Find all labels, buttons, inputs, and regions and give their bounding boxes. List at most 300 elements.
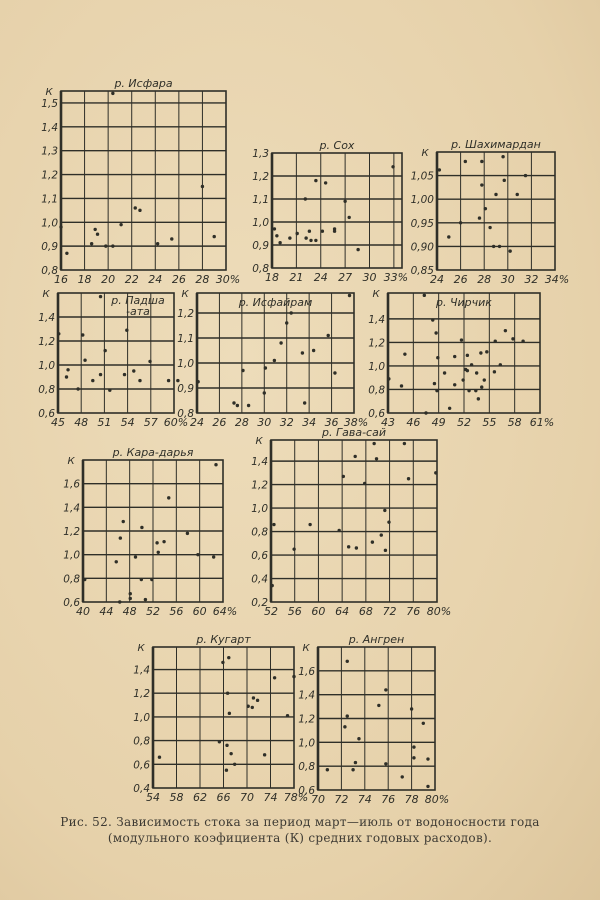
data-point bbox=[108, 389, 111, 392]
chart-panel-6 bbox=[368, 289, 554, 429]
x-tick-label: 68 bbox=[358, 605, 373, 618]
data-point bbox=[115, 560, 118, 563]
x-tick-label: 80% bbox=[424, 793, 450, 806]
data-point bbox=[466, 354, 469, 357]
data-point bbox=[123, 373, 126, 376]
data-point bbox=[225, 744, 228, 747]
y-tick-label: 1,5 bbox=[41, 97, 58, 110]
data-point bbox=[493, 370, 496, 373]
y-tick-label: 0,6 bbox=[368, 408, 385, 420]
data-point bbox=[138, 209, 141, 212]
x-tick-label: 60% bbox=[163, 416, 189, 429]
data-point bbox=[431, 318, 434, 321]
data-point bbox=[521, 340, 524, 343]
data-point bbox=[412, 745, 415, 748]
x-tick-label: 48 bbox=[74, 416, 89, 429]
x-tick-label: 33% bbox=[383, 271, 409, 284]
x-tick-label: 26 bbox=[453, 273, 468, 286]
data-point bbox=[327, 334, 330, 337]
data-point bbox=[228, 712, 231, 715]
y-axis-label: К bbox=[372, 289, 380, 300]
y-tick-label: 1,0 bbox=[368, 360, 385, 373]
y-tick-label: 1,0 bbox=[177, 358, 194, 370]
data-point bbox=[138, 379, 141, 382]
data-point bbox=[256, 699, 259, 702]
data-point bbox=[459, 221, 462, 224]
x-tick-label: 74 bbox=[357, 793, 372, 806]
x-tick-label: 52 bbox=[264, 605, 278, 618]
y-tick-label: 1,4 bbox=[63, 502, 80, 515]
data-point bbox=[76, 387, 79, 390]
data-point bbox=[122, 520, 125, 523]
y-tick-label: 1,4 bbox=[368, 313, 385, 326]
data-point bbox=[301, 351, 304, 354]
y-tick-label: 1,3 bbox=[41, 145, 58, 158]
x-tick-label: 46 bbox=[406, 416, 421, 429]
data-point bbox=[96, 233, 99, 236]
y-tick-label: 1,3 bbox=[252, 148, 269, 160]
data-point bbox=[504, 329, 507, 332]
data-point bbox=[485, 350, 488, 353]
data-point bbox=[403, 442, 406, 445]
y-tick-label: 1,4 bbox=[251, 456, 268, 469]
data-point bbox=[346, 714, 349, 717]
y-tick-label: 0,6 bbox=[298, 785, 315, 797]
data-point bbox=[434, 471, 437, 474]
chart-title: р. Шахимардан bbox=[451, 138, 541, 151]
data-point bbox=[285, 321, 288, 324]
data-point bbox=[176, 379, 179, 382]
x-tick-label: 18 bbox=[265, 271, 279, 284]
data-point bbox=[346, 660, 349, 663]
x-tick-label: 44 bbox=[99, 605, 114, 618]
plot-frame bbox=[271, 440, 437, 602]
data-point bbox=[292, 675, 295, 678]
data-point bbox=[312, 349, 315, 352]
data-point bbox=[384, 688, 387, 691]
x-tick-label: 70 bbox=[311, 793, 325, 806]
x-tick-label: 76 bbox=[406, 605, 421, 618]
data-point bbox=[387, 520, 390, 523]
data-point bbox=[508, 249, 511, 252]
data-point bbox=[229, 752, 232, 755]
data-point bbox=[384, 762, 387, 765]
x-tick-label: 57 bbox=[143, 416, 158, 429]
y-tick-label: 0,8 bbox=[63, 573, 80, 586]
data-point bbox=[212, 555, 215, 558]
x-tick-label: 78 bbox=[404, 793, 419, 806]
data-point bbox=[466, 369, 469, 372]
data-point bbox=[91, 379, 94, 382]
data-point bbox=[196, 553, 199, 556]
y-tick-label: 0,8 bbox=[177, 408, 194, 420]
data-point bbox=[83, 359, 86, 362]
y-tick-label: 0,95 bbox=[410, 217, 434, 230]
plot-frame bbox=[61, 91, 226, 270]
data-point bbox=[65, 252, 68, 255]
y-tick-label: 0,9 bbox=[177, 383, 194, 395]
x-tick-label: 34% bbox=[544, 273, 570, 286]
data-point bbox=[499, 363, 502, 366]
data-point bbox=[99, 295, 102, 298]
y-tick-label: 0,4 bbox=[251, 573, 268, 586]
data-point bbox=[104, 244, 107, 247]
data-point bbox=[387, 377, 390, 380]
x-tick-label: 26 bbox=[212, 416, 227, 429]
data-point bbox=[384, 549, 387, 552]
data-point bbox=[295, 232, 298, 235]
y-tick-label: 1,2 bbox=[368, 337, 385, 350]
data-point bbox=[155, 541, 158, 544]
data-point bbox=[275, 234, 278, 237]
data-point bbox=[225, 769, 228, 772]
data-point bbox=[156, 242, 159, 245]
y-tick-label: 1,0 bbox=[63, 549, 80, 562]
chart-title: р. Кугарт bbox=[196, 633, 251, 646]
data-point bbox=[511, 337, 514, 340]
x-tick-label: 76 bbox=[381, 793, 396, 806]
data-point bbox=[348, 294, 351, 297]
y-tick-label: 1,0 bbox=[133, 711, 150, 724]
data-point bbox=[186, 532, 189, 535]
x-tick-label: 22 bbox=[124, 273, 139, 286]
y-tick-label: 0,8 bbox=[251, 526, 268, 539]
y-tick-label: 1,2 bbox=[38, 336, 55, 348]
data-point bbox=[410, 707, 413, 710]
y-tick-label: 0,9 bbox=[41, 241, 58, 254]
data-point bbox=[214, 463, 217, 466]
data-point bbox=[134, 555, 137, 558]
x-tick-label: 61% bbox=[529, 416, 555, 429]
y-tick-label: 0,6 bbox=[251, 550, 268, 563]
x-tick-label: 30% bbox=[215, 273, 241, 286]
data-point bbox=[270, 584, 273, 587]
data-point bbox=[157, 551, 160, 554]
x-tick-label: 52 bbox=[146, 605, 160, 618]
x-tick-label: 52 bbox=[457, 416, 471, 429]
data-point bbox=[356, 248, 359, 251]
data-point bbox=[355, 546, 358, 549]
data-point bbox=[314, 179, 317, 182]
data-point bbox=[304, 197, 307, 200]
data-point bbox=[447, 235, 450, 238]
data-point bbox=[343, 725, 346, 728]
y-tick-label: 1,1 bbox=[41, 193, 58, 206]
x-tick-label: 27 bbox=[338, 271, 353, 284]
data-point bbox=[423, 294, 426, 297]
data-point bbox=[213, 235, 216, 238]
data-point bbox=[167, 496, 170, 499]
y-tick-label: 1,2 bbox=[177, 308, 194, 320]
data-point bbox=[464, 160, 467, 163]
data-point bbox=[342, 475, 345, 478]
x-tick-label: 54 bbox=[146, 791, 160, 804]
data-point bbox=[218, 740, 221, 743]
data-point bbox=[333, 230, 336, 233]
x-tick-label: 70 bbox=[240, 791, 254, 804]
data-point bbox=[273, 227, 276, 230]
data-point bbox=[140, 526, 143, 529]
data-point bbox=[516, 193, 519, 196]
data-point bbox=[377, 704, 380, 707]
data-point bbox=[232, 401, 235, 404]
x-tick-label: 24 bbox=[190, 416, 204, 429]
data-point bbox=[241, 369, 244, 372]
y-tick-label: 0,8 bbox=[38, 384, 55, 396]
chart-title: р. Падша -ата bbox=[111, 294, 165, 318]
y-tick-label: 1,4 bbox=[133, 664, 150, 677]
data-point bbox=[494, 340, 497, 343]
data-point bbox=[273, 359, 276, 362]
y-tick-label: 1,0 bbox=[251, 503, 268, 516]
y-tick-label: 0,8 bbox=[252, 263, 269, 275]
x-tick-label: 72 bbox=[334, 793, 349, 806]
chart-panel-9 bbox=[133, 633, 308, 804]
y-tick-label: 1,4 bbox=[298, 689, 315, 702]
data-point bbox=[380, 533, 383, 536]
data-point bbox=[279, 341, 282, 344]
data-point bbox=[247, 404, 250, 407]
data-point bbox=[140, 578, 143, 581]
y-tick-label: 1,6 bbox=[298, 665, 315, 678]
data-point bbox=[438, 168, 441, 171]
chart-panel-8 bbox=[251, 426, 451, 618]
y-tick-label: 1,2 bbox=[298, 713, 315, 726]
data-point bbox=[93, 228, 96, 231]
x-tick-label: 51 bbox=[97, 416, 112, 429]
data-point bbox=[264, 366, 267, 369]
data-point bbox=[401, 775, 404, 778]
data-point bbox=[81, 333, 84, 336]
x-tick-label: 74 bbox=[263, 791, 278, 804]
x-tick-label: 43 bbox=[381, 416, 395, 429]
caption-line-2: (модульного коэфициента (К) средних годовых расходов). bbox=[107, 831, 493, 845]
x-tick-label: 24 bbox=[313, 271, 328, 284]
data-point bbox=[304, 236, 307, 239]
data-point bbox=[503, 179, 506, 182]
x-tick-label: 45 bbox=[51, 416, 65, 429]
data-point bbox=[343, 200, 346, 203]
data-point bbox=[148, 360, 151, 363]
data-point bbox=[263, 391, 266, 394]
data-point bbox=[407, 477, 410, 480]
data-point bbox=[263, 753, 266, 756]
data-point bbox=[400, 384, 403, 387]
data-point bbox=[226, 692, 229, 695]
chart-panel-3 bbox=[411, 138, 570, 286]
data-point bbox=[303, 401, 306, 404]
y-tick-label: 1,2 bbox=[41, 169, 58, 182]
x-tick-label: 40 bbox=[76, 605, 90, 618]
data-point bbox=[477, 397, 480, 400]
data-point bbox=[460, 338, 463, 341]
data-point bbox=[167, 379, 170, 382]
data-point bbox=[436, 356, 439, 359]
data-point bbox=[351, 768, 354, 771]
x-tick-label: 55 bbox=[482, 416, 497, 429]
data-point bbox=[461, 378, 464, 381]
x-tick-label: 30 bbox=[362, 271, 377, 284]
data-point bbox=[99, 373, 102, 376]
y-tick-label: 0,4 bbox=[133, 783, 150, 795]
data-point bbox=[363, 482, 366, 485]
x-tick-label: 38% bbox=[343, 416, 369, 429]
data-point bbox=[475, 371, 478, 374]
data-point bbox=[480, 385, 483, 388]
data-point bbox=[443, 371, 446, 374]
data-point bbox=[375, 457, 378, 460]
data-point bbox=[111, 244, 114, 247]
data-point bbox=[474, 389, 477, 392]
data-point bbox=[488, 226, 491, 229]
data-point bbox=[65, 375, 68, 378]
data-point bbox=[412, 756, 415, 759]
x-tick-label: 32 bbox=[279, 416, 294, 429]
data-point bbox=[433, 382, 436, 385]
x-tick-label: 60 bbox=[311, 605, 326, 618]
y-tick-label: 1,0 bbox=[41, 217, 58, 230]
data-point bbox=[196, 380, 199, 383]
data-point bbox=[290, 311, 293, 314]
plot-frame bbox=[437, 152, 555, 270]
data-point bbox=[492, 245, 495, 248]
x-tick-label: 30 bbox=[500, 273, 515, 286]
y-tick-label: 0,6 bbox=[133, 759, 150, 772]
x-tick-label: 80% bbox=[426, 605, 452, 618]
y-tick-label: 1,0 bbox=[252, 217, 269, 229]
y-tick-label: 1,4 bbox=[38, 312, 55, 324]
data-point bbox=[426, 757, 429, 760]
y-axis-label: К bbox=[45, 87, 53, 98]
caption-line-1: Рис. 52. Зависимость стока за период март—июль от водоносности года bbox=[60, 815, 540, 829]
data-point bbox=[273, 676, 276, 679]
x-tick-label: 32 bbox=[524, 273, 539, 286]
y-tick-label: 0,6 bbox=[63, 597, 80, 609]
chart-panel-5 bbox=[177, 289, 368, 429]
data-point bbox=[422, 722, 425, 725]
y-tick-label: 1,05 bbox=[410, 170, 434, 183]
y-tick-label: 0,8 bbox=[298, 761, 315, 774]
y-tick-label: 1,4 bbox=[41, 121, 58, 134]
data-point bbox=[448, 407, 451, 410]
data-point bbox=[90, 242, 93, 245]
data-point bbox=[129, 597, 132, 600]
y-tick-label: 0,85 bbox=[410, 265, 434, 277]
y-axis-label: К bbox=[42, 289, 50, 300]
data-point bbox=[111, 92, 114, 95]
y-axis-label: К bbox=[421, 148, 429, 159]
x-tick-label: 28 bbox=[195, 273, 210, 286]
data-point bbox=[498, 245, 501, 248]
data-point bbox=[434, 331, 437, 334]
chart-title: р. Гава-сай bbox=[322, 426, 386, 439]
data-point bbox=[246, 705, 249, 708]
x-tick-label: 72 bbox=[382, 605, 397, 618]
x-tick-label: 78% bbox=[283, 791, 309, 804]
data-point bbox=[478, 216, 481, 219]
x-tick-label: 62 bbox=[193, 791, 207, 804]
data-point bbox=[129, 592, 132, 595]
x-tick-label: 28 bbox=[234, 416, 249, 429]
y-tick-label: 1,6 bbox=[63, 478, 80, 491]
x-tick-label: 28 bbox=[477, 273, 492, 286]
data-point bbox=[233, 763, 236, 766]
data-point bbox=[134, 206, 137, 209]
data-point bbox=[354, 761, 357, 764]
data-point bbox=[170, 237, 173, 240]
y-tick-label: 1,1 bbox=[252, 194, 269, 206]
y-axis-label: К bbox=[302, 643, 310, 654]
data-point bbox=[480, 160, 483, 163]
data-point bbox=[347, 545, 350, 548]
data-point bbox=[162, 540, 165, 543]
x-tick-label: 26 bbox=[171, 273, 186, 286]
y-axis-label: К bbox=[67, 456, 75, 467]
data-point bbox=[467, 389, 470, 392]
data-point bbox=[324, 181, 327, 184]
data-point bbox=[308, 230, 311, 233]
chart-panel-2 bbox=[252, 139, 408, 284]
data-point bbox=[347, 216, 350, 219]
data-point bbox=[357, 737, 360, 740]
data-point bbox=[372, 442, 375, 445]
y-tick-label: 0,8 bbox=[133, 735, 150, 748]
y-tick-label: 0,9 bbox=[252, 240, 269, 252]
data-point bbox=[424, 411, 427, 414]
x-tick-label: 64 bbox=[335, 605, 350, 618]
data-point bbox=[119, 536, 122, 539]
data-point bbox=[201, 185, 204, 188]
x-tick-label: 48 bbox=[122, 605, 137, 618]
data-point bbox=[150, 578, 153, 581]
data-point bbox=[288, 236, 291, 239]
data-point bbox=[236, 404, 239, 407]
data-point bbox=[524, 174, 527, 177]
data-point bbox=[252, 696, 255, 699]
x-tick-label: 66 bbox=[216, 791, 231, 804]
plot-frame bbox=[272, 153, 402, 268]
y-tick-label: 1,0 bbox=[38, 360, 55, 372]
data-point bbox=[158, 755, 161, 758]
data-point bbox=[221, 661, 224, 664]
x-tick-label: 58 bbox=[169, 791, 184, 804]
y-axis-label: К bbox=[255, 436, 263, 447]
data-point bbox=[470, 363, 473, 366]
data-point bbox=[314, 239, 317, 242]
x-tick-label: 56 bbox=[169, 605, 184, 618]
x-tick-label: 60 bbox=[192, 605, 207, 618]
chart-panel-7 bbox=[63, 446, 237, 618]
x-tick-label: 36 bbox=[324, 416, 339, 429]
data-point bbox=[83, 578, 86, 581]
chart-panel-10 bbox=[298, 633, 449, 806]
y-tick-label: 0,8 bbox=[368, 384, 385, 397]
x-tick-label: 21 bbox=[289, 271, 304, 284]
data-point bbox=[144, 598, 147, 601]
data-point bbox=[119, 223, 122, 226]
data-point bbox=[453, 355, 456, 358]
chart-title: р. Исфайрам bbox=[238, 296, 313, 309]
data-point bbox=[326, 768, 329, 771]
data-point bbox=[103, 349, 106, 352]
chart-title: р. Исфара bbox=[114, 77, 173, 90]
plot-frame bbox=[58, 293, 174, 413]
chart-title: р. Ангрен bbox=[348, 633, 405, 646]
x-tick-label: 49 bbox=[431, 416, 446, 429]
x-tick-label: 24 bbox=[148, 273, 163, 286]
data-point bbox=[435, 389, 438, 392]
data-point bbox=[251, 706, 254, 709]
